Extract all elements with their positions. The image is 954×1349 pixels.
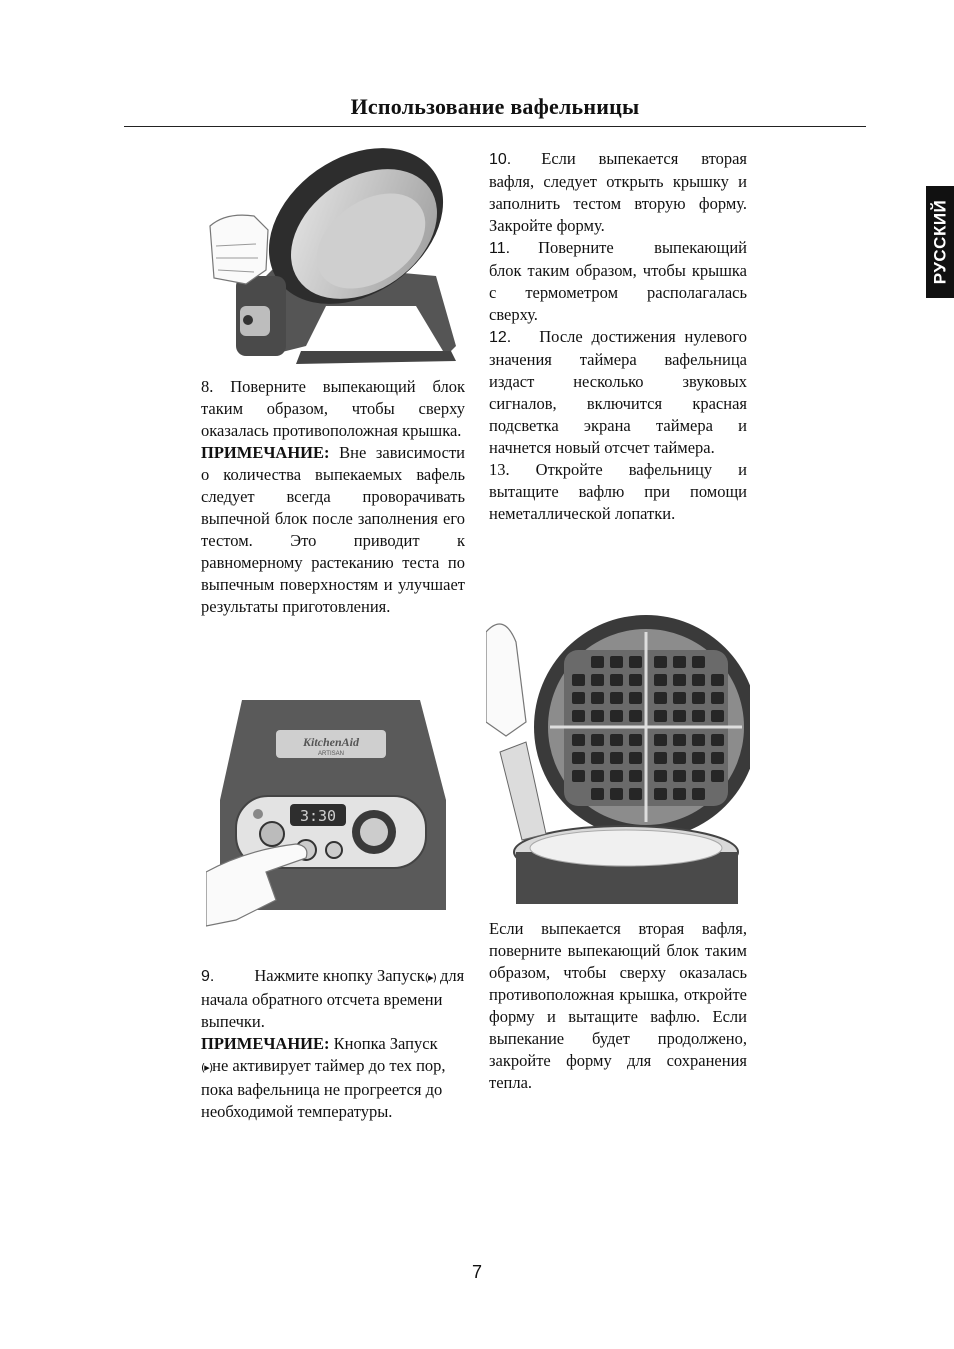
- brand-sub: ARTISAN: [318, 751, 344, 757]
- step-8-block: [201, 376, 465, 618]
- note-text-a: Кнопка Запуск: [329, 1034, 438, 1053]
- step-9-block: [201, 965, 465, 1123]
- play-icon: (▸): [424, 971, 436, 984]
- waffle-cell: [692, 734, 705, 746]
- waffle-cell: [610, 656, 623, 668]
- step-11: [489, 237, 747, 326]
- step-10-text: Если выпекается вторая вафля, следует открыть крышку и заполнить тестом вторую форму. Закройте форму.: [489, 149, 747, 235]
- after-image-text: Если выпекается вторая вафля, поверните выпекающий блок таким образом, чтобы сверху оказалась противоположная крышка, откройте форму и вытащите вафлю. Если выпекание будет продолжено, закройте форму для сохранения тепла.: [489, 919, 747, 1092]
- figure-control-panel: [206, 700, 460, 936]
- waffle-cell: [673, 692, 686, 704]
- step-9-number: 9.: [201, 968, 215, 985]
- note-text: Вне зависимости о количества выпекаемых вафель следует всегда проворачивать выпечной блок после заполнения его тестом. Это приводит к равномерному растеканию теста по выпечным поверхностям и улучшает результаты приготовления.: [201, 443, 465, 616]
- waffle-cell: [692, 656, 705, 668]
- waffle-cell: [572, 692, 585, 704]
- waffle-cell: [654, 770, 667, 782]
- waffle-cell: [673, 734, 686, 746]
- waffle-cell: [711, 674, 724, 686]
- waffle-cell: [673, 770, 686, 782]
- waffle-cell: [572, 710, 585, 722]
- waffle-cell: [591, 752, 604, 764]
- language-tab: [926, 186, 954, 298]
- waffle-cell: [673, 752, 686, 764]
- waffle-cell: [572, 734, 585, 746]
- waffle-cell: [654, 710, 667, 722]
- waffle-cell: [673, 656, 686, 668]
- waffle-cell: [692, 692, 705, 704]
- waffle-cell: [610, 770, 623, 782]
- waffle-cell: [610, 788, 623, 800]
- waffle-cell: [654, 734, 667, 746]
- waffle-cell: [654, 752, 667, 764]
- waffle-cell: [591, 734, 604, 746]
- waffle-cell: [692, 788, 705, 800]
- step-8-note: [201, 442, 465, 618]
- waffle-cell: [591, 656, 604, 668]
- waffle-cell: [654, 692, 667, 704]
- page-number: 7: [471, 1262, 482, 1282]
- page-title: Использование вафельницы: [350, 94, 640, 119]
- step-10-number: 10.: [489, 151, 512, 168]
- waffle-cell: [711, 710, 724, 722]
- step-12-text: После достижения нулевого значения таймера вафельница издаст несколько звуковых сигналов, включится красная подсветка экрана таймера и начнется новый отсчет таймера.: [489, 327, 747, 457]
- figure-rotate-baking-unit: [206, 146, 462, 374]
- waffle-cell: [629, 752, 642, 764]
- waffle-cell: [673, 788, 686, 800]
- play-icon: (▸): [201, 1061, 213, 1074]
- note-label: ПРИМЕЧАНИЕ:: [201, 443, 330, 462]
- waffle-cell: [572, 752, 585, 764]
- figure-open-waffle: [486, 612, 750, 912]
- waffle-cell: [572, 674, 585, 686]
- title-rule: [124, 126, 866, 127]
- waffle-cell: [629, 656, 642, 668]
- step-9-text: [201, 965, 465, 1033]
- waffle-cell: [591, 710, 604, 722]
- waffle-cell: [591, 788, 604, 800]
- waffle-cell: [610, 692, 623, 704]
- note-text-b: не активирует таймер до тех пор, пока вафельница не прогреется до необходимой температуры.: [201, 1056, 446, 1121]
- step-9-text-a: Нажмите кнопку Запуск: [254, 966, 425, 985]
- step-12-number: 12.: [489, 329, 512, 346]
- waffle-cell: [591, 692, 604, 704]
- waffle-cell: [610, 752, 623, 764]
- step-9-text-b: для начала обратного отсчета времени выпечки.: [201, 966, 465, 1031]
- waffle-cell: [629, 734, 642, 746]
- waffle-cell: [591, 770, 604, 782]
- waffle-cell: [629, 674, 642, 686]
- waffle-cell: [629, 770, 642, 782]
- waffle-cell: [692, 770, 705, 782]
- step-8-text: 8. Поверните выпекающий блок таким образом, чтобы сверху оказалась противоположная крышка.: [201, 377, 465, 440]
- waffle-cell: [654, 674, 667, 686]
- waffle-cell: [591, 674, 604, 686]
- waffle-cell: [692, 674, 705, 686]
- waffle-cell: [692, 752, 705, 764]
- waffle-cell: [654, 656, 667, 668]
- waffle-cell: [711, 752, 724, 764]
- waffle-cell: [629, 692, 642, 704]
- step-11-number: 11.: [489, 240, 511, 257]
- waffle-cell: [572, 770, 585, 782]
- step-13: 13. Откройте вафельницу и вытащите вафлю при помощи неметаллической лопатки.: [489, 460, 747, 523]
- language-tab-label: РУССКИЙ: [930, 199, 949, 285]
- waffle-cell: [610, 710, 623, 722]
- waffle-cell: [711, 734, 724, 746]
- step-10: [489, 148, 747, 237]
- waffle-cell: [711, 692, 724, 704]
- after-image-block: [489, 918, 747, 1094]
- waffle-cell: [610, 674, 623, 686]
- waffle-cell: [673, 710, 686, 722]
- right-steps: [489, 148, 747, 525]
- note-label: ПРИМЕЧАНИЕ:: [201, 1034, 330, 1053]
- waffle-cell: [654, 788, 667, 800]
- timer-display: 3:30: [299, 807, 337, 825]
- step-11-text: Поверните выпекающий блок таким образом, чтобы крышка с термометром располагалась сверху.: [489, 238, 747, 324]
- waffle-cell: [629, 788, 642, 800]
- waffle-cell: [692, 710, 705, 722]
- step-9-note: [201, 1033, 465, 1123]
- waffle-cell: [610, 734, 623, 746]
- step-12: [489, 326, 747, 459]
- brand-logo: KitchenAid: [302, 735, 360, 749]
- waffle-cell: [711, 770, 724, 782]
- waffle-cell: [629, 710, 642, 722]
- waffle-cell: [673, 674, 686, 686]
